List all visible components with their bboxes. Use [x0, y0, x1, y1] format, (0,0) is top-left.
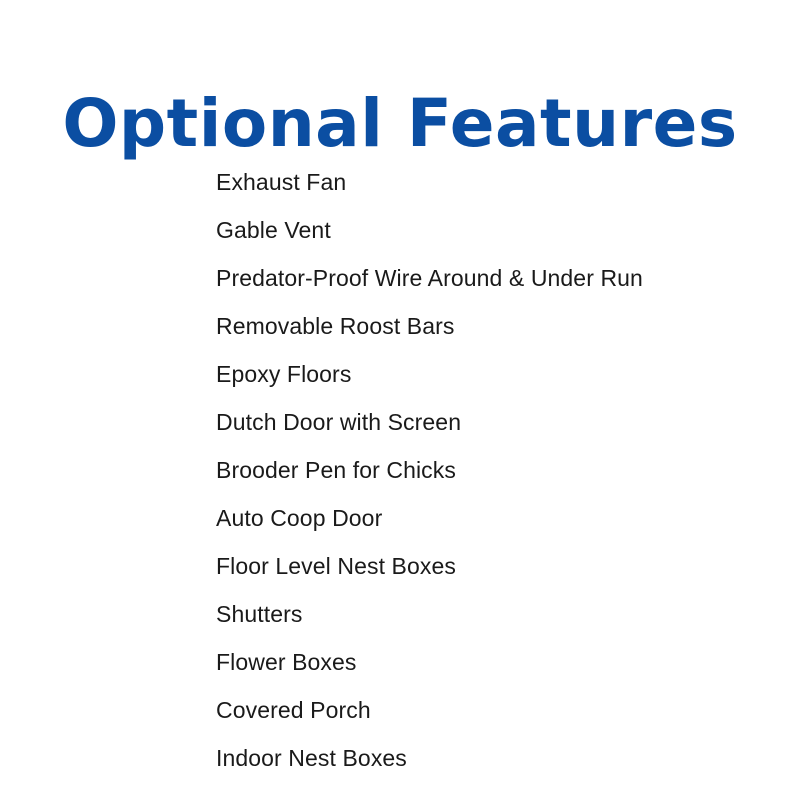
optional-features-list: [216, 158, 643, 782]
list-item: Removable Roost Bars: [216, 313, 455, 339]
list-item: Predator-Proof Wire Around & Under Run: [216, 265, 643, 291]
list-item: Flower Boxes: [216, 649, 357, 675]
list-item: Auto Coop Door: [216, 505, 383, 531]
list-item: Floor Level Nest Boxes: [216, 553, 456, 579]
list-item: Exhaust Fan: [216, 169, 347, 195]
list-item: Epoxy Floors: [216, 361, 352, 387]
list-item: Shutters: [216, 601, 303, 627]
list-item: Indoor Nest Boxes: [216, 745, 407, 771]
list-item: Brooder Pen for Chicks: [216, 457, 456, 483]
page-title: Optional Features: [62, 85, 738, 163]
list-item: Dutch Door with Screen: [216, 409, 462, 435]
list-item: Covered Porch: [216, 697, 371, 723]
list-item: Gable Vent: [216, 217, 331, 243]
